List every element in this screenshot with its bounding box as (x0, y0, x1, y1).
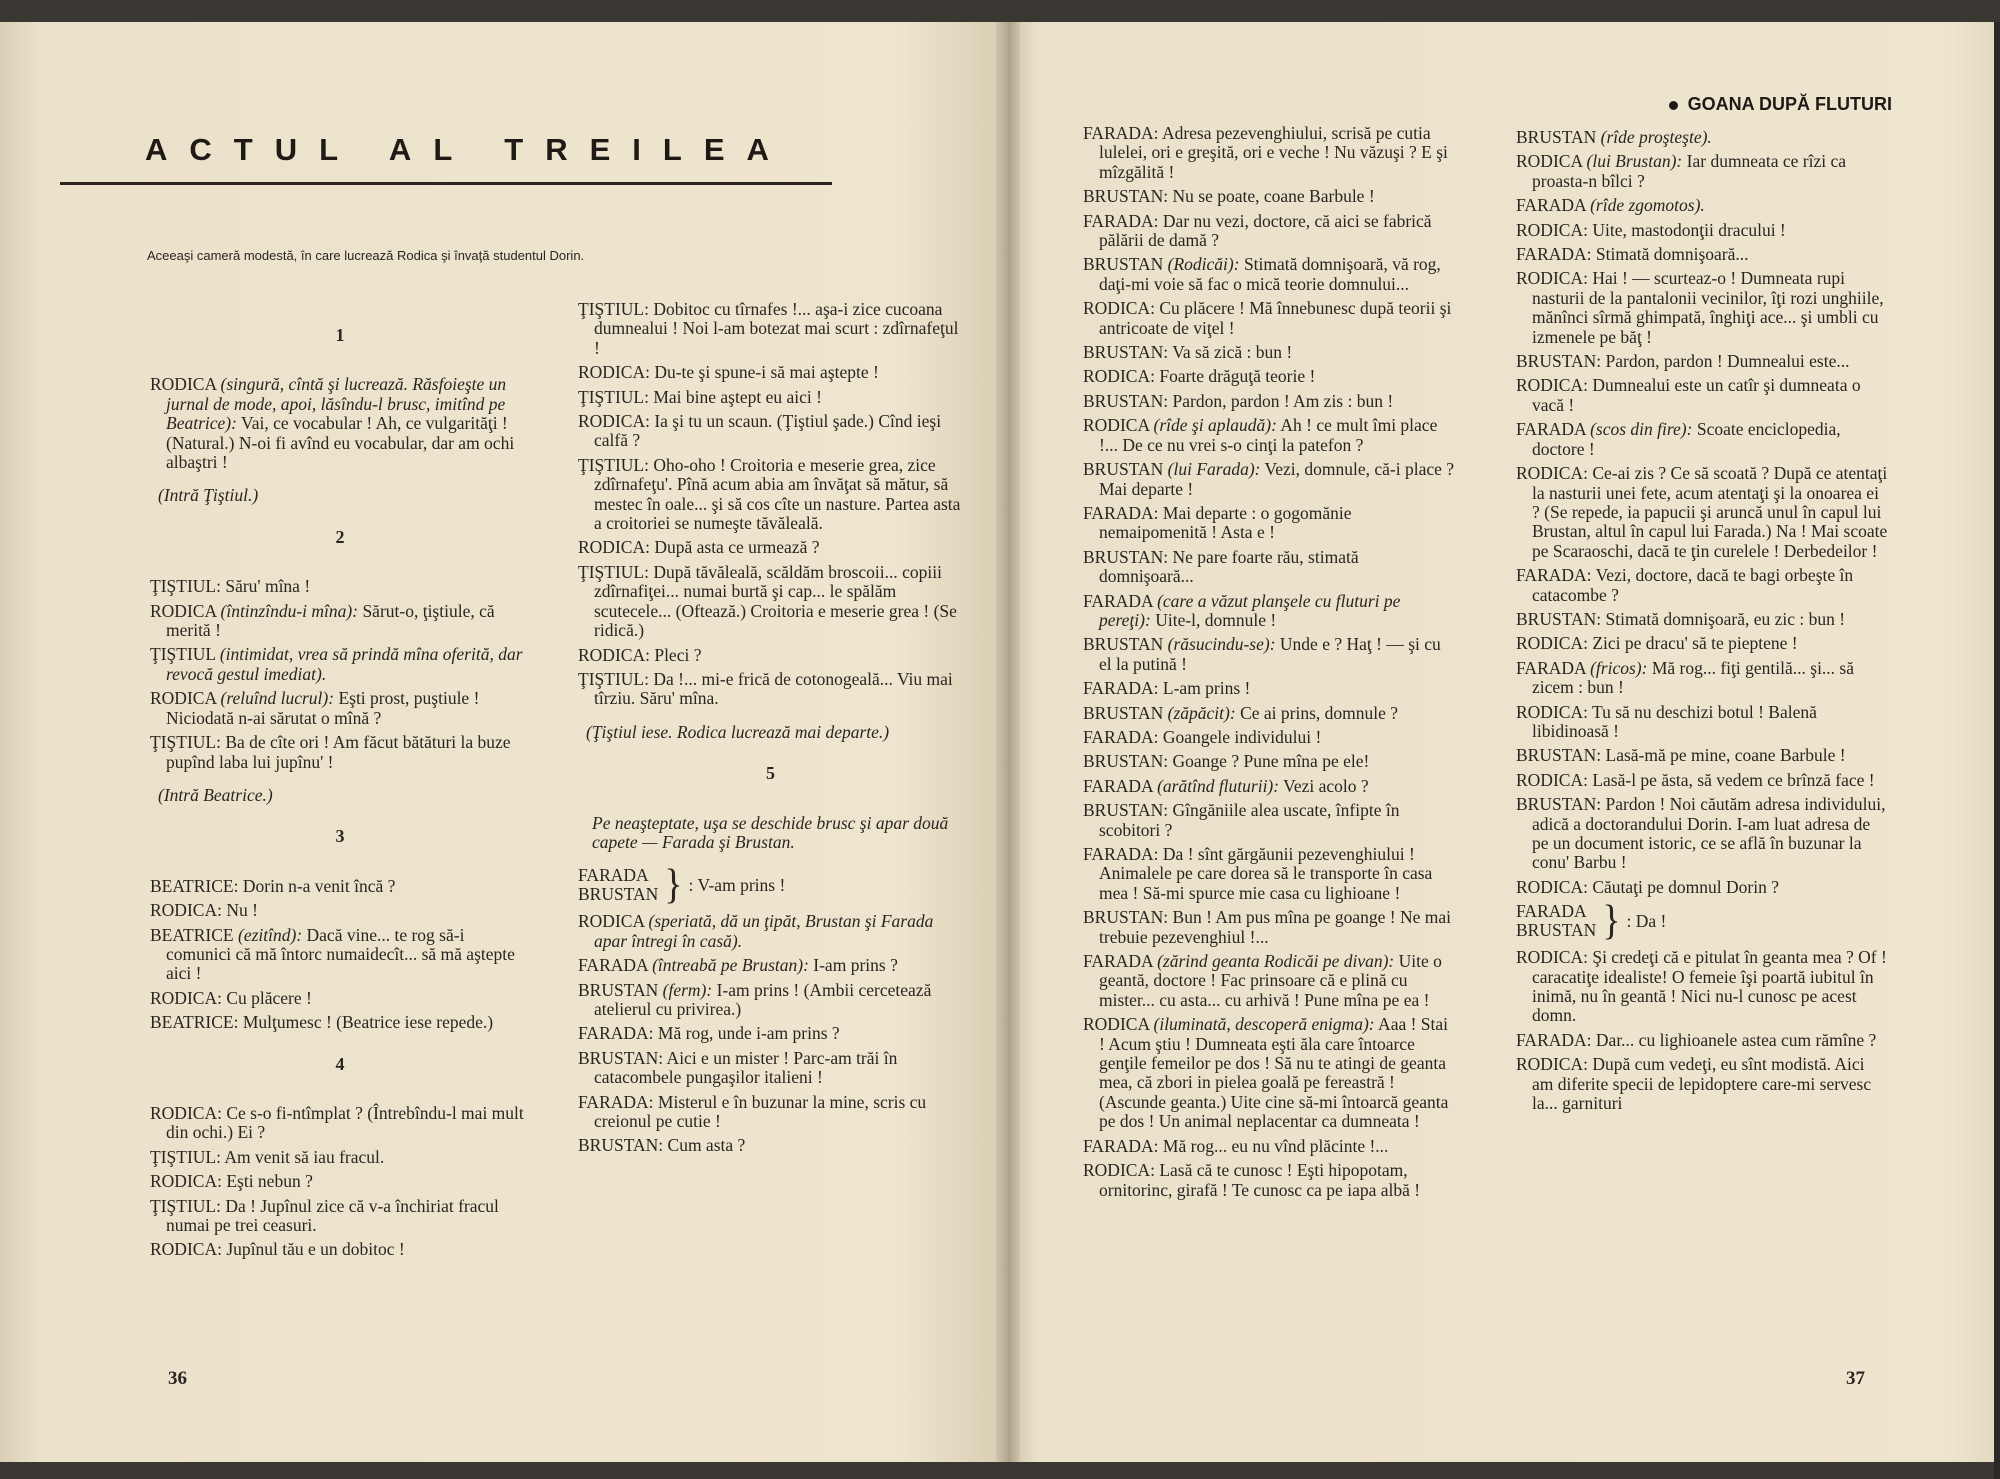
dialogue-line (1083, 124, 1455, 182)
stage-note: (arătînd fluturii): (1157, 775, 1280, 796)
speaker-name: ŢIŞTIUL (150, 644, 216, 665)
speaker-name: RODICA (150, 688, 217, 709)
dialogue-text: : Goangele individului ! (1153, 726, 1322, 747)
dialogue-text: : Pardon, pardon ! Am zis : bun ! (1163, 390, 1394, 411)
dialogue-line (1083, 908, 1455, 947)
dialogue-line (1083, 299, 1455, 338)
dialogue-line (150, 645, 530, 684)
dialogue-line (150, 989, 530, 1008)
dialogue-line (1516, 245, 1890, 264)
dialogue-line (1516, 703, 1890, 742)
speaker-name: RODICA (578, 411, 646, 432)
stage-note: (iluminată, descoperă enigma): (1153, 1014, 1375, 1035)
speaker-name: RODICA (1516, 633, 1584, 654)
speaker-name: RODICA (1516, 1054, 1584, 1075)
speaker-name: FARADA (1516, 901, 1587, 922)
dialogue-line (1516, 1055, 1890, 1113)
speaker-name: RODICA (150, 600, 217, 621)
dialogue-line (1516, 128, 1890, 147)
speaker-name: FARADA (1083, 502, 1154, 523)
dialogue-line (1516, 634, 1890, 653)
speaker-name: BRUSTAN (1083, 186, 1164, 207)
speaker-name: FARADA (1516, 195, 1586, 216)
scene-number: 1 (335, 325, 345, 345)
dialogue-line (1083, 635, 1455, 674)
scene-number: 2 (335, 526, 345, 547)
stage-note: (lui Farada): (1167, 459, 1261, 480)
dialogue-text: Vezi, domnule, că-i place ? Mai departe ! (1099, 459, 1455, 499)
right-column-1 (1083, 124, 1455, 1205)
dialogue-text: : Mai departe : o gogomănie nemaipomenită ! Asta e ! (1099, 502, 1352, 543)
dialogue-line (1083, 1015, 1455, 1131)
speaker-name: RODICA (1516, 947, 1584, 968)
stage-direction: (Intră Beatrice.) (158, 784, 273, 805)
scene-intro: Aceeaşi cameră modestă, în care lucrează Rodica şi învaţă studentul Dorin. (147, 248, 585, 263)
stage-note: (rîde proşteşte). (1600, 127, 1712, 147)
dialogue-text: Mă rog... fiţi gentilă... şi... să zicem : bun ! (1532, 657, 1855, 698)
dialogue-line (1083, 367, 1455, 386)
dialogue-line (1083, 255, 1455, 294)
dialogue-text: : Eşti nebun ? (217, 1171, 313, 1192)
speaker-name: BRUSTAN (578, 979, 659, 1000)
dialogue-text: : Pleci ? (645, 644, 702, 665)
speaker-name: RODICA (150, 987, 218, 1008)
stage-note: (zărind geanta Rodicăi pe divan): (1157, 951, 1395, 972)
stage-note: (care a văzut planşele cu fluturi pe pereţi): (1099, 590, 1401, 630)
speaker-name: RODICA (1516, 268, 1584, 289)
dialogue-text: : Oho-oho ! Croitoria e meserie grea, zice zdîrnafeţu'. Pînă acum abia am învăţat să mătur, să mestec în oale... şi să cos cîte un nasture. Partea asta a croitoriei se numeşte tăvăleală. (594, 454, 961, 534)
dialogue-line (1516, 771, 1890, 790)
dialogue-text: Uite-l, domnule ! (1150, 609, 1277, 630)
speaker-name: RODICA (1516, 876, 1584, 897)
act-title: ACTUL AL TREILEA (145, 132, 791, 167)
dialogue-text: : Dar nu vezi, doctore, că aici se fabrică pălării de damă ? (1099, 210, 1432, 251)
book-gutter (996, 22, 1020, 1462)
dialogue-text: Ce ai prins, domnule ? (1235, 702, 1399, 723)
dialogue-line (1516, 152, 1890, 191)
dialogue-line (1083, 752, 1455, 771)
dialogue-text: : Ne pare foarte rău, stimată domnişoară... (1099, 546, 1359, 587)
dialogue-line (150, 1148, 530, 1167)
dialogue-line (578, 1049, 963, 1088)
left-page (0, 22, 1008, 1462)
dialogue-text: : Lasă-mă pe mine, coane Barbule ! (1596, 745, 1846, 766)
dialogue-text: : Da ! (1626, 910, 1667, 931)
speaker-name: ŢIŞTIUL (578, 299, 645, 319)
dialogue-line (1083, 212, 1455, 251)
dialogue-line (150, 1197, 530, 1236)
stage-note: (lui Brustan): (1586, 151, 1683, 172)
dialogue-text: : Lasă că te cunosc ! Eşti hipopotam, ornitorinc, girafă ! Te cunosc ca pe iapa albă ! (1099, 1160, 1421, 1200)
speaker-name: FARADA (578, 865, 649, 886)
dialogue-line (1516, 948, 1890, 1026)
dialogue-text: : Stimată domnişoară... (1586, 244, 1749, 265)
dialogue-text: : Ba de cîte ori ! Am făcut bătături la buze pupînd laba lui jupînu' ! (166, 732, 511, 772)
dialogue-line (1083, 592, 1455, 631)
speaker-name: RODICA (1083, 415, 1150, 436)
speaker-name: FARADA (1083, 210, 1154, 231)
dialogue-line (1083, 343, 1455, 362)
dialogue-text: : Bun ! Am pus mîna pe goange ! Ne mai trebuie pezevenghiul !... (1099, 907, 1452, 947)
dialogue-line (1083, 728, 1455, 747)
dialogue-text: : Vezi, doctore, dacă te bagi orbeşte în catacombe ? (1532, 565, 1854, 605)
dialogue-line (150, 689, 530, 728)
dialogue-line (1083, 679, 1455, 698)
dialogue-text: : Cu plăcere ! Mă înnebunesc după teorii şi antricoate de viţel ! (1099, 298, 1452, 338)
dialogue-text: : Mulţumesc ! (Beatrice iese repede.) (233, 1012, 494, 1033)
dialogue-text: Ah ! ce mult îmi place !... De ce nu vrei s-o cinţi la patefon ? (1099, 415, 1438, 455)
speaker-name: RODICA (1516, 151, 1583, 172)
dialogue-text: : Dar... cu lighioanele astea cum rămîne ? (1586, 1029, 1877, 1050)
dialogue-line (1516, 221, 1890, 240)
title-rule (60, 182, 832, 185)
dialogue-line (1516, 746, 1890, 765)
speaker-name: ŢIŞTIUL (150, 1195, 217, 1216)
dialogue-line (1083, 548, 1455, 587)
speaker-name: RODICA (578, 644, 646, 665)
dialogue-text: : Nu ! (217, 900, 258, 921)
dialogue-text: Unde e ? Haţ ! — şi cu el la putină ! (1099, 634, 1441, 674)
stage-note: (ezitînd): (238, 924, 303, 945)
dialogue-text: : Cu plăcere ! (217, 987, 312, 1008)
brace-icon: } (664, 862, 683, 909)
dialogue-text: Vezi acolo ? (1279, 775, 1369, 796)
speaker-name: FARADA (1516, 1029, 1587, 1050)
speaker-name: BEATRICE (150, 1012, 234, 1033)
dialogue-line (1516, 376, 1890, 415)
dialogue-text: Vai, ce vocabular ! Ah, ce vulgarităţi ! (Natural.) N-oi fi avînd eu vocabular, dar am ochi albaştri ! (166, 413, 515, 473)
dialogue-line (1083, 460, 1455, 499)
stage-note: (zăpăcit): (1167, 702, 1236, 723)
dialogue-text: : Pardon ! Noi căutăm adresa individului, adică a doctorandului Dorin. I-am luat adresa de pe un document istoric, ce se află în buzunar la conu' Barbu ! (1532, 794, 1886, 873)
dialogue-text: : Dobitoc cu tîrnafes !... aşa-i zice cucoana dumnealui ! Noi l-am botezat mai scurt : zdîrnafeţul ! (594, 299, 959, 358)
dialogue-text: Scoate enciclopedia, doctore ! (1532, 419, 1841, 459)
speaker-name: BRUSTAN (1083, 751, 1164, 772)
stage-direction: Pe neaşteptate, uşa se deschide brusc şi apar două capete — Farada şi Brustan. (592, 812, 949, 852)
speaker-name: BRUSTAN (1516, 351, 1597, 372)
stage-direction: (Ţiştiul iese. Rodica lucrează mai departe.) (586, 721, 890, 742)
speaker-name: RODICA (1516, 219, 1584, 240)
speaker-name: RODICA (150, 1239, 218, 1260)
dialogue-line (1516, 420, 1890, 459)
speaker-name: FARADA (1516, 419, 1586, 440)
dialogue-line (1083, 845, 1455, 903)
dialogue-text: I-am prins ? (808, 955, 898, 976)
speaker-name: FARADA (1083, 1135, 1154, 1156)
stage-note: (răsucindu-se): (1167, 634, 1276, 655)
stage-note: (întreabă pe Brustan): (652, 955, 809, 976)
dialogue-line (1083, 504, 1455, 543)
speaker-name: RODICA (1516, 769, 1584, 790)
dialogue-text: I-am prins ! (Ambii cercetează atelierul cu privirea.) (594, 979, 932, 1019)
speaker-name: FARADA (1083, 844, 1154, 864)
dialogue-line (1516, 610, 1890, 629)
stage-note: (rîde şi aplaudă): (1153, 415, 1277, 436)
dialogue-line (1083, 801, 1455, 840)
speaker-name: RODICA (150, 1102, 218, 1123)
speaker-name: BEATRICE (150, 875, 234, 896)
scene-number: 4 (335, 1053, 345, 1074)
speaker-name: BRUSTAN (1083, 907, 1164, 928)
dialogue-text: Dacă vine... te rog să-i comunici că mă întorc numaidecît... să mă aştepte aici ! (166, 924, 515, 984)
dialogue-line (578, 1093, 963, 1132)
speaker-name: ŢIŞTIUL (578, 454, 645, 475)
speaker-name: FARADA (1083, 123, 1154, 143)
dialogue-line (1083, 416, 1455, 455)
dialogue-text: : Foarte drăguţă teorie ! (1150, 366, 1316, 387)
dialogue-line (150, 602, 530, 641)
speaker-name: RODICA (1516, 701, 1584, 722)
dialogue-text: : Da !... mi-e frică de cotonogeală... Viu mai tîrziu. Săru' mîna. (594, 668, 953, 709)
dialogue-text: : Căutaţi pe domnul Dorin ? (1583, 876, 1779, 897)
scene-number: 3 (335, 826, 345, 847)
dialogue-line (150, 877, 530, 896)
dialogue-text: : Goange ? Pune mîna pe ele! (1163, 751, 1370, 772)
speaker-name: BRUSTAN (578, 1047, 659, 1068)
dialogue-text: : Da ! sînt gărgăunii pezevenghiului ! Animalele pe care dorea să le transporte în casa mea ! Să-mi spurce mie casa cu lighioane ! (1099, 844, 1433, 903)
dialogue-line (1516, 659, 1890, 698)
dialogue-text: : L-am prins ! (1153, 678, 1251, 699)
speaker-name: RODICA (150, 900, 218, 921)
stage-note: (rîde zgomotos). (1590, 195, 1705, 216)
speaker-name: RODICA (1083, 366, 1151, 387)
dialogue-line (150, 901, 530, 920)
stage-note: (ferm): (662, 979, 713, 1000)
dialogue-line (578, 956, 963, 975)
dialogue-line (578, 646, 963, 665)
speaker-name: FARADA (578, 1023, 649, 1044)
speaker-name: FARADA (1083, 951, 1153, 972)
dialogue-text: Iar dumneata ce rîzi ca proasta-n bîlci ? (1532, 151, 1846, 191)
dialogue-line (1516, 878, 1890, 897)
dialogue-line (578, 388, 963, 407)
dialogue-text: : Dorin n-a venit încă ? (233, 875, 396, 896)
dialogue-text: : Mă rog, unde i-am prins ? (648, 1023, 840, 1044)
stage-note: (singură, cîntă şi lucrează. Răsfoieşte un jurnal de mode, apoi, lăsîndu-l brusc, imitînd pe Beatrice): (166, 374, 507, 434)
dialogue-text: : Ce-ai zis ? Ce să scoată ? După ce atentaţi la nasturii unei fete, acum atentaţi şi la onoarea ei ? (Se repede, ia papucii şi aruncă unul în capul lui Brustan, altul în capul lui Farada.) Na ! Mai scoate pe Scaraoschi, dacă te ţin curelele ! Derbedeilor ! (1532, 463, 1888, 561)
dialogue-text: : Mai bine aştept eu aici ! (644, 386, 822, 407)
dialogue-line (150, 926, 530, 984)
speaker-name: RODICA (1516, 463, 1584, 484)
speaker-name: ŢIŞTIUL (150, 732, 217, 753)
dialogue-text: : Stimată domnişoară, eu zic : bun ! (1596, 608, 1846, 629)
dialogue-line (1516, 1031, 1890, 1050)
page-number-right: 37 (1846, 1368, 1865, 1389)
speaker-name: BRUSTAN (1083, 800, 1164, 821)
stage-note: (intimidat, vrea să prindă mîna oferită, dar revocă gestul imediat). (166, 644, 523, 684)
speaker-name: RODICA (1516, 375, 1584, 396)
dialogue-line (578, 363, 963, 382)
dialogue-text: : Gîngăniile alea uscate, înfipte în scobitori ? (1099, 800, 1400, 840)
speaker-name: BRUSTAN (578, 884, 659, 905)
speaker-name: BRUSTAN (1083, 254, 1164, 275)
speaker-name: FARADA (578, 955, 648, 976)
page-number-left: 36 (168, 1368, 187, 1389)
dialogue-line (150, 1172, 530, 1191)
left-column-2 (578, 300, 963, 1161)
dialogue-line (578, 912, 963, 951)
dialogue-text: : Ce s-o fi-ntîmplat ? (Întrebîndu-l mai mult din ochi.) Ei ? (166, 1102, 524, 1143)
dialogue-line (578, 1024, 963, 1043)
speaker-name: BRUSTAN (1516, 608, 1597, 629)
stage-note: (fricos): (1590, 657, 1648, 678)
page-edge (1994, 22, 2000, 1479)
speaker-name: ŢIŞTIUL (578, 386, 645, 407)
dialogue-line (578, 1136, 963, 1155)
dialogue-line (578, 538, 963, 557)
speaker-name: BRUSTAN (1083, 342, 1164, 363)
dialogue-text: Aaa ! Stai ! Acum ştiu ! Dumneata eşti ăla care întoarce genţile femeilor pe dos ! Să nu te atingi de geanta mea, că zbori in pielea goală pe fereastră ! (Ascunde geanta.) Uite cine să-mi întoarcă geanta pe dos ! Un animal neplacentar ca dumneata ! (1099, 1014, 1449, 1132)
dialogue-text: Stimată domnişoară, vă rog, daţi-mi voie să fac o mică teorie domnului... (1099, 254, 1441, 294)
speaker-group (578, 866, 658, 904)
speaker-name: ŢIŞTIUL (150, 1146, 217, 1167)
dialogue-line (578, 670, 963, 709)
dialogue-line (1083, 1137, 1455, 1156)
stage-note: (reluînd lucrul): (220, 688, 335, 709)
speaker-name: BRUSTAN (1516, 745, 1597, 766)
dialogue-text: : Săru' mîna ! (216, 576, 311, 597)
dialogue-text: : Am venit să iau fracul. (216, 1146, 385, 1167)
dialogue-text: : Cum asta ? (658, 1135, 746, 1156)
dialogue-line (578, 412, 963, 451)
right-page (1008, 22, 2000, 1462)
speaker-name: FARADA (578, 1091, 649, 1112)
dialogue-line (1083, 777, 1455, 796)
speaker-name: BRUSTAN (1083, 634, 1164, 655)
speaker-name: BRUSTAN (1516, 127, 1597, 147)
dialogue-text: : Aici e un mister ! Parc-am trăi în catacombele pungaşilor italieni ! (594, 1047, 898, 1088)
dialogue-text: : V-am prins ! (688, 874, 786, 895)
speaker-name: FARADA (1083, 726, 1154, 747)
speaker-name: RODICA (1083, 1160, 1151, 1181)
dialogue-text: : Uite, mastodonţii dracului ! (1583, 219, 1786, 240)
speaker-name: BRUSTAN (1516, 794, 1597, 815)
dialogue-line (1083, 952, 1455, 1010)
dialogue-text: : După asta ce urmează ? (645, 537, 820, 558)
speaker-name: FARADA (1083, 775, 1153, 796)
speaker-name: FARADA (1516, 244, 1587, 265)
dialogue-line (1516, 352, 1890, 371)
dialogue-line (578, 456, 963, 534)
stage-note: (scos din fire): (1590, 419, 1693, 440)
dialogue-text: : Mă rog... eu nu vînd plăcinte !... (1153, 1135, 1389, 1156)
running-header-text: GOANA DUPĂ FLUTURI (1687, 94, 1892, 114)
dialogue-line (150, 733, 530, 772)
dialogue-line (1516, 566, 1890, 605)
dialogue-text: : Adresa pezevenghiului, scrisă pe cutia lulelei, ori e greşită, ori e veche ! Nu văzuşi ? E şi mîzgălită ! (1099, 123, 1448, 182)
dialogue-text: : Ia şi tu un scaun. (Ţiştiul şade.) Cînd ieşi calfă ? (594, 411, 942, 451)
stage-direction: (Intră Ţiştiul.) (158, 485, 259, 506)
dialogue-text: Eşti prost, puştiule ! Niciodată n-ai sărutat o mînă ? (166, 688, 480, 728)
stage-note: (speriată, dă un ţipăt, Brustan şi Farada apar întregi în casă). (594, 911, 934, 951)
speaker-name: RODICA (578, 362, 646, 383)
right-column-2 (1516, 128, 1890, 1118)
dialogue-line (150, 1240, 530, 1259)
dialogue-line (1083, 1161, 1455, 1200)
book-spread (0, 22, 2000, 1479)
speaker-group (1516, 902, 1596, 940)
running-header (1669, 94, 1892, 115)
dialogue-text: : Jupînul tău e un dobitoc ! (217, 1239, 405, 1260)
dialogue-line (150, 1104, 530, 1143)
bullet-icon (1669, 101, 1678, 110)
speaker-name: BRUSTAN (1083, 702, 1164, 723)
joint-line (578, 862, 963, 909)
dialogue-text: : Hai ! — scurteaz-o ! Dumneata rupi nasturii de la pantalonii vecinilor, îţi rozi unghiile, mănînci sîrmă ghimpată, înghiţi ace... şi umbli cu izmenele pe băţ ! (1532, 268, 1884, 347)
speaker-name: RODICA (150, 1171, 218, 1192)
speaker-name: RODICA (1083, 1014, 1150, 1035)
stage-note: (Rodicăi): (1167, 254, 1240, 275)
speaker-name: FARADA (1083, 590, 1153, 611)
dialogue-text: : După cum vedeţi, eu sînt modistă. Aici am diferite specii de lepidoptere care-mi servesc la... garnituri (1532, 1054, 1872, 1114)
dialogue-line (150, 577, 530, 596)
speaker-name: ŢIŞTIUL (578, 561, 645, 582)
dialogue-text: : Lasă-l pe ăsta, să vedem ce brînză face ! (1583, 769, 1875, 790)
speaker-name: BRUSTAN (578, 1135, 659, 1156)
dialogue-line (1516, 269, 1890, 347)
dialogue-line (1083, 187, 1455, 206)
dialogue-line (1516, 464, 1890, 561)
dialogue-line (1516, 196, 1890, 215)
joint-line (1516, 898, 1890, 945)
dialogue-text: : Dumnealui este un catîr şi dumneata o vacă ! (1532, 375, 1861, 415)
brace-icon: } (1602, 898, 1621, 945)
speaker-name: BEATRICE (150, 924, 234, 945)
speaker-name: FARADA (1516, 565, 1587, 586)
dialogue-text: : Şi credeţi că e pitulat în geanta mea ? Of ! caracatiţe idealiste! O femeie îşi poartă iubitul în inimă, nu în geantă ! Nici nu-l cunosc pe acest domn. (1532, 947, 1887, 1026)
dialogue-line (1516, 795, 1890, 873)
left-column-1 (150, 304, 530, 1265)
dialogue-line (578, 981, 963, 1020)
dialogue-line (150, 1013, 530, 1032)
dialogue-text: : Da ! Jupînul zice că v-a închiriat fracul numai pe trei ceasuri. (166, 1195, 499, 1235)
dialogue-text: Uite o geantă, doctore ! Fac prinsoare că e plină cu mister... cu asta... cu arhivă ! Pune mîna pe ea ! (1099, 951, 1442, 1010)
scene-number: 5 (766, 763, 775, 784)
dialogue-line (578, 300, 963, 358)
speaker-name: RODICA (1083, 298, 1151, 319)
speaker-name: BRUSTAN (1083, 546, 1164, 567)
speaker-name: BRUSTAN (1516, 920, 1597, 941)
stage-note: (întinzîndu-i mîna): (220, 600, 359, 621)
dialogue-line (578, 563, 963, 641)
speaker-name: BRUSTAN (1083, 459, 1164, 480)
speaker-name: FARADA (1516, 657, 1586, 678)
dialogue-text: : Misterul e în buzunar la mine, scris cu creionul pe cutie ! (594, 1091, 927, 1131)
speaker-name: RODICA (578, 911, 645, 932)
dialogue-line (150, 375, 530, 472)
dialogue-text: Sărut-o, ţiştiule, că merită ! (166, 600, 495, 641)
dialogue-line (1083, 392, 1455, 411)
dialogue-text: : Du-te şi spune-i să mai aştepte ! (645, 362, 879, 383)
dialogue-line (1083, 704, 1455, 723)
dialogue-text: : Zici pe dracu' să te pieptene ! (1583, 633, 1798, 654)
dialogue-text: : Nu se poate, coane Barbule ! (1163, 186, 1375, 207)
speaker-name: ŢIŞTIUL (150, 576, 217, 597)
speaker-name: RODICA (578, 537, 646, 558)
speaker-name: ŢIŞTIUL (578, 668, 645, 689)
dialogue-text: : După tăvăleală, scăldăm broscoii... copiii zdîrnafiţei... numai burtă şi cap... le spălăm scutecele... (Oftează.) Croitoria e meserie grea ! (Se ridică.) (594, 561, 957, 641)
speaker-name: FARADA (1083, 678, 1154, 699)
speaker-name: BRUSTAN (1083, 390, 1164, 411)
dialogue-text: : Tu să nu deschizi botul ! Balenă libidinoasă ! (1532, 701, 1817, 741)
speaker-name: RODICA (150, 374, 217, 395)
dialogue-text: : Va să zică : bun ! (1163, 342, 1293, 363)
dialogue-text: : Pardon, pardon ! Dumnealui este... (1596, 351, 1850, 372)
